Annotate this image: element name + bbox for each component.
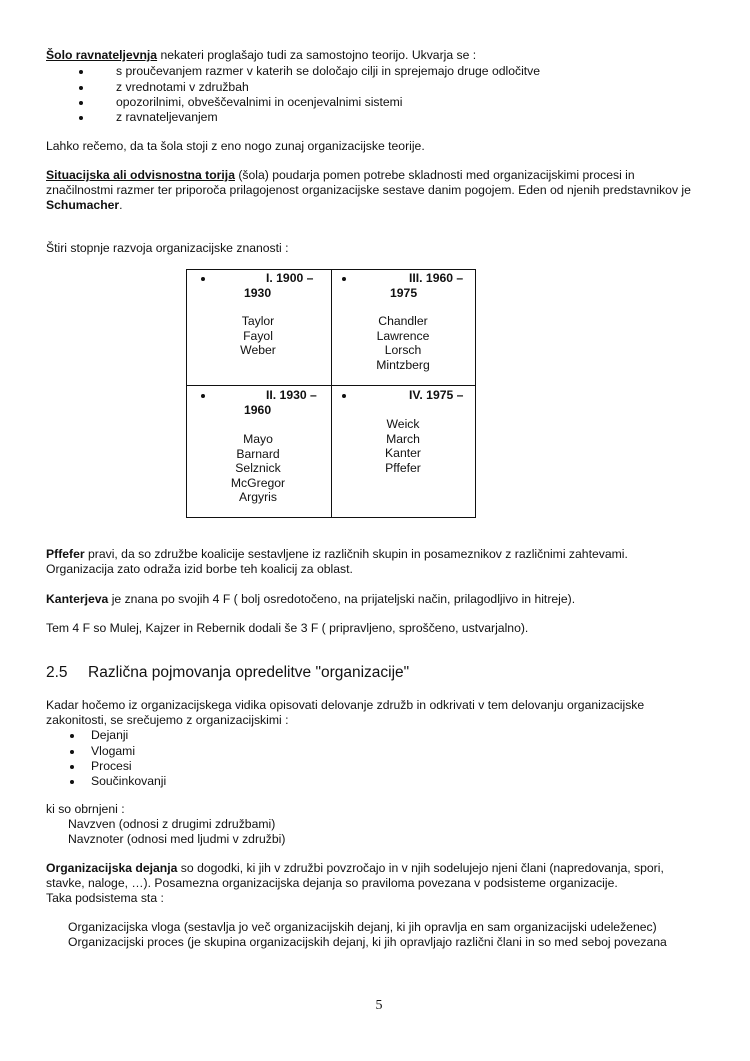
- pffefer-name: Pffefer: [46, 547, 85, 561]
- stiri-stopnje-label: Štiri stopnje razvoja organizacijske znanosti :: [46, 241, 289, 255]
- stage-heading-1: III. 1960 –: [409, 271, 464, 285]
- situacijska-line3: [46, 198, 123, 213]
- author-name: Kanter: [385, 446, 421, 461]
- author-name: Lorsch: [384, 343, 422, 358]
- situacijska-line2: značilnostmi razmer ter priporoča prilagojenost organizacijske sestave danim pogojem. Eden od njenih predstavnikov je: [46, 183, 691, 197]
- pffefer-text: pravi, da so združbe koalicije sestavljene iz različnih skupin in posameznikov z različnimi zahtevami.: [84, 547, 628, 561]
- bullet-icon: [70, 780, 74, 784]
- author-name: Weber: [240, 343, 276, 358]
- author-name: Mayo: [243, 432, 273, 446]
- kanter-name: Kanterjeva: [46, 592, 109, 606]
- situacijska-line1: [46, 168, 635, 183]
- bullet-icon: [342, 277, 346, 281]
- period: .: [119, 198, 123, 212]
- list-item: Vlogami: [91, 744, 136, 758]
- stage-names: [363, 417, 443, 475]
- stage-names: [363, 314, 443, 372]
- kanter-text: je znana po svojih 4 F ( bolj osredotočeno, na prijateljski način, prilagodljivo in hitreje).: [108, 592, 576, 606]
- author-name: Selznick: [235, 461, 281, 476]
- obrnjeni-item: Navznoter (odnosi med ljudmi v združbi): [68, 832, 286, 846]
- bullet-icon: [79, 101, 83, 105]
- kanter-paragraph: [46, 592, 575, 607]
- list-item: z ravnateljevanjem: [116, 110, 218, 124]
- table-divider-vertical: [331, 269, 332, 518]
- list-item: s proučevanjem razmer v katerih se določajo cilji in sprejemajo druge odločitve: [116, 64, 541, 78]
- page-number: 5: [375, 998, 383, 1013]
- situacijska-term: Situacijska ali odvisnostna torija: [46, 168, 235, 182]
- intro-text: nekateri proglašajo tudi za samostojno teorijo. Ukvarja se :: [157, 48, 477, 62]
- author-name: Taylor: [241, 314, 275, 328]
- list-item: z vrednotami v združbah: [116, 80, 249, 94]
- section-heading: [46, 664, 410, 682]
- bullet-icon: [201, 277, 205, 281]
- tem4f-paragraph: Tem 4 F so Mulej, Kajzer in Rebernik dodali še 3 F ( pripravljeno, sproščeno, ustvarjalno).: [46, 621, 529, 635]
- section-number: 2.5: [46, 664, 68, 681]
- dejanja-text: so dogodki, ki jih v združbi povzročajo in v njih sodelujejo njeni člani (napredovanja, spori,: [177, 861, 664, 875]
- dejanja-line3: Taka podsistema sta :: [46, 891, 164, 905]
- bullet-icon: [79, 116, 83, 120]
- author-name: McGregor: [230, 475, 286, 490]
- author-name: March: [386, 431, 420, 446]
- podsistem-item: Organizacijska vloga (sestavlja jo več organizacijskih dejanj, ki jih opravlja en sam organizacijski udeleženec): [68, 920, 657, 934]
- paragraph-lahko: Lahko rečemo, da ta šola stoji z eno nogo zunaj organizacijske teorije.: [46, 139, 425, 153]
- list-item: Dejanji: [91, 728, 129, 742]
- author-name: Lawrence: [376, 328, 430, 343]
- stage-names: [218, 314, 298, 358]
- stage-heading-2: 1960: [244, 403, 272, 417]
- situacijska-text: (šola) poudarja pomen potrebe skladnosti med organizacijskimi procesi in: [234, 168, 635, 182]
- author-name: Chandler: [378, 314, 428, 328]
- bullet-icon: [79, 70, 83, 74]
- obrnjeni-item: Navzven (odnosi z drugimi združbami): [68, 817, 276, 831]
- section-title: Različna pojmovanja opredelitve "organizacije": [88, 664, 410, 681]
- dejanja-term: Organizacijska dejanja: [46, 861, 178, 875]
- author-name: Barnard: [236, 446, 280, 461]
- stage-heading-2: 1930: [244, 286, 272, 300]
- list-item: Součinkovanji: [91, 774, 167, 788]
- dejanja-line2: stavke, naloge, …). Posamezna organizacijska dejanja so praviloma povezana v podsisteme organizacije.: [46, 876, 618, 890]
- list-item: opozorilnimi, obveščevalnimi in ocenjevalnimi sistemi: [116, 95, 403, 109]
- bullet-icon: [342, 394, 346, 398]
- dejanja-line1: [46, 861, 664, 876]
- podsistem-item: Organizacijski proces (je skupina organizacijskih dejanj, ki jih opravljajo različni člani in so med seboj povezana: [68, 935, 667, 949]
- stage-heading-2: 1975: [390, 286, 418, 300]
- schumacher-name: Schumacher: [46, 198, 120, 212]
- bullet-icon: [79, 86, 83, 90]
- pffefer-line2: Organizacija zato odraža izid borbe teh koalicij za oblast.: [46, 562, 353, 576]
- intro-paragraph: [46, 48, 476, 63]
- bullet-icon: [70, 750, 74, 754]
- author-name: Mintzberg: [376, 357, 430, 372]
- pffefer-line1: [46, 547, 628, 562]
- intro-term: Šolo ravnateljevnja: [46, 48, 158, 62]
- kadar-line1: Kadar hočemo iz organizacijskega vidika opisovati delovanje združb in odkrivati v tem delovanju organizacijske: [46, 698, 645, 712]
- stage-heading-1: II. 1930 –: [266, 388, 317, 402]
- author-name: Fayol: [243, 328, 273, 343]
- stage-heading-1: I. 1900 –: [266, 271, 314, 285]
- kadar-line2: zakonitosti, se srečujemo z organizacijskimi :: [46, 713, 289, 727]
- bullet-icon: [70, 734, 74, 738]
- obrnjeni-lead: ki so obrnjeni :: [46, 802, 125, 816]
- stage-heading-1: IV. 1975 –: [409, 388, 464, 402]
- author-name: Pffefer: [385, 460, 421, 475]
- author-name: Argyris: [239, 490, 277, 505]
- list-item: Procesi: [91, 759, 132, 773]
- bullet-icon: [70, 765, 74, 769]
- stage-names: [218, 432, 298, 505]
- table-divider-horizontal: [186, 385, 476, 386]
- bullet-icon: [201, 394, 205, 398]
- author-name: Weick: [386, 417, 420, 431]
